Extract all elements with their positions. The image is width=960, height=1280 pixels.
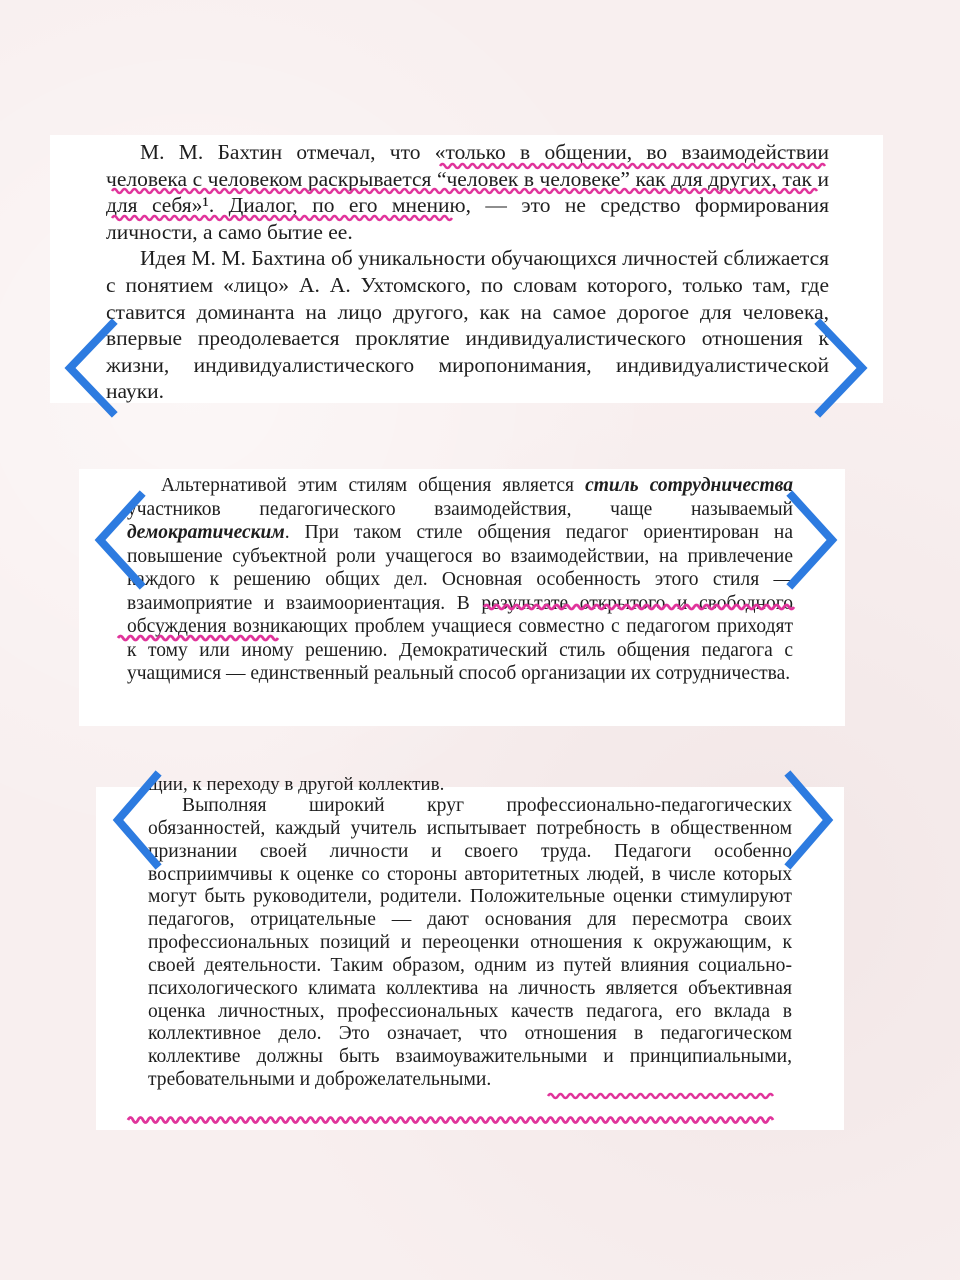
term-cooperation-style: стиль сотрудничества: [585, 475, 793, 496]
term-democratic: демократическим: [127, 522, 285, 543]
excerpt-cooperation-style: [79, 469, 845, 726]
cut-off-line: щии, к переходу в другой коллектив.: [148, 774, 445, 795]
paragraph-teacher-recognition: Выполняя широкий круг профессионально-педагогических обязанностей, каждый учитель испытывает потребность в общественном признании своей личности и своего труда. Педагоги особенно восприимчивы к оценке со стороны авторитетных людей, в числе которых могут быть руководители, родители. Положительные оценки стимулируют педагогов, отрицательные — дают основания для пересмотра своих профессиональных позиций и переоценки отношения к окружающим, к своей деятельности. Таким образом, одним из путей влияния социально-психологического климата коллектива на личность является объективная оценка личностных, профессиональных качеств педагога, его вклада в коллективное дело. Это означает, что отношения в педагогическом коллективе должны быть взаимоуважительными и принципиальными, требовательными и доброжелательными.: [148, 795, 792, 1091]
paragraph-bakhtin-dialogue: М. М. Бахтин отмечал, что «только в общении, во взаимодействии человека с человеком раскрывается “человек в человеке” как для других, так и для себя»¹. Диалог, по его мнению, — это не средство формирования личности, а само бытие ее.: [106, 140, 829, 244]
excerpt-teacher-recognition: [96, 774, 844, 1130]
excerpt-bakhtin: [50, 135, 883, 403]
paragraph-democratic-style: Альтернативой этим стилям общения является стиль сотрудничества участников педагогического взаимодействия, чаще называемый демократическим. При таком стиле общения педагог ориентирован на повышение субъектной роли учащегося во взаимодействии, на привлечение каждого к решению общих дел. Основная особенность этого стиля — взаимоприятие и взаимоориентация. В результате открытого и свободного обсуждения возникающих проблем учащиеся совместно с педагогом приходят к тому или иному решению. Демократический стиль общения педагога с учащимися — единственный реальный способ организации их сотрудничества.: [127, 475, 793, 684]
paragraph-ukhtomsky-face: Идея М. М. Бахтина об уникальности обучающихся личностей сближается с понятием «лицо» А. А. Ухтомского, по словам которого, только там, где ставится доминанта на лицо другого, как на самое дорогое для человека, впервые преодолевается проклятие индивидуалистического отношения к жизни, индивидуалистического миропонимания, индивидуалистической науки.: [106, 246, 829, 404]
